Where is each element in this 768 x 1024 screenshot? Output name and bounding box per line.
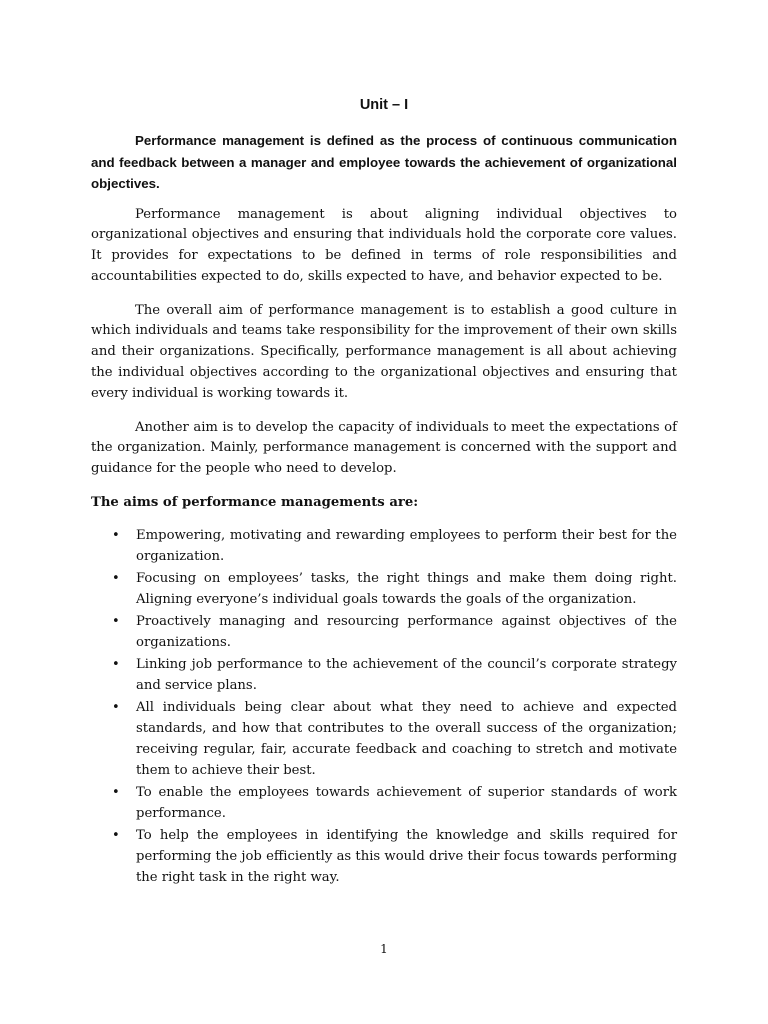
aims-list xyxy=(91,526,677,889)
list-item xyxy=(91,526,677,568)
list-item-text: To help the employees in identifying the knowledge and skills required for performing the job efficiently as this would drive their focus towards performing the right task in the right way. xyxy=(136,828,677,885)
bullet-icon: • xyxy=(112,828,120,844)
list-item-text: All individuals being clear about what they need to achieve and expected standards, and how that contributes to the overall success of the organization; receiving regular, fair, accurate feedback and coaching to stretch and motivate them to achieve their best. xyxy=(136,700,677,778)
list-item-text: Linking job performance to the achievement of the council’s corporate strategy and service plans. xyxy=(136,657,677,693)
list-item xyxy=(91,569,677,611)
body-paragraph: Performance management is about aligning individual objectives to organizational objectives and ensuring that individuals hold the corporate core values. It provides for expectations to be defined in terms of role responsibilities and accountabilities expected to do, skills expected to have, and behavior expected to be. xyxy=(91,206,677,284)
body-paragraph: The overall aim of performance management is to establish a good culture in which individuals and teams take responsibility for the improvement of their own skills and their organizations. Specifically, performance management is all about achieving the individual objectives according to the organizational objectives and ensuring that every individual is working towards it. xyxy=(91,302,677,401)
bullet-icon: • xyxy=(112,657,120,673)
bullet-icon: • xyxy=(112,700,120,716)
list-item-text: To enable the employees towards achievement of superior standards of work performance. xyxy=(136,784,677,821)
list-item-text: Empowering, motivating and rewarding employees to perform their best for the organization. xyxy=(136,527,677,564)
list-item xyxy=(91,826,677,888)
list-item xyxy=(91,612,677,654)
bullet-icon: • xyxy=(112,784,120,800)
page-content xyxy=(91,94,677,890)
page-title: Unit – I xyxy=(359,97,409,113)
bullet-icon: • xyxy=(112,570,120,586)
list-item xyxy=(91,655,677,697)
page-number: 1 xyxy=(380,942,388,956)
body-paragraph: Another aim is to develop the capacity of individuals to meet the expectations of the organization. Mainly, performance management is concerned with the support and guidance for the people who need to develop. xyxy=(91,419,677,477)
definition-paragraph: Performance management is defined as the process of continuous communication and feedback between a manager and employee towards the achievement of organizational objectives. xyxy=(91,133,677,191)
list-item-text: Focusing on employees’ tasks, the right things and make them doing right. Aligning everyone’s individual goals towards the goals of the organization. xyxy=(136,570,677,607)
bullet-icon: • xyxy=(112,527,120,543)
bullet-icon: • xyxy=(112,614,120,630)
list-item xyxy=(91,783,677,825)
list-item xyxy=(91,698,677,781)
list-item-text: Proactively managing and resourcing performance against objectives of the organizations. xyxy=(136,614,677,650)
aims-heading: The aims of performance managements are: xyxy=(91,495,419,511)
